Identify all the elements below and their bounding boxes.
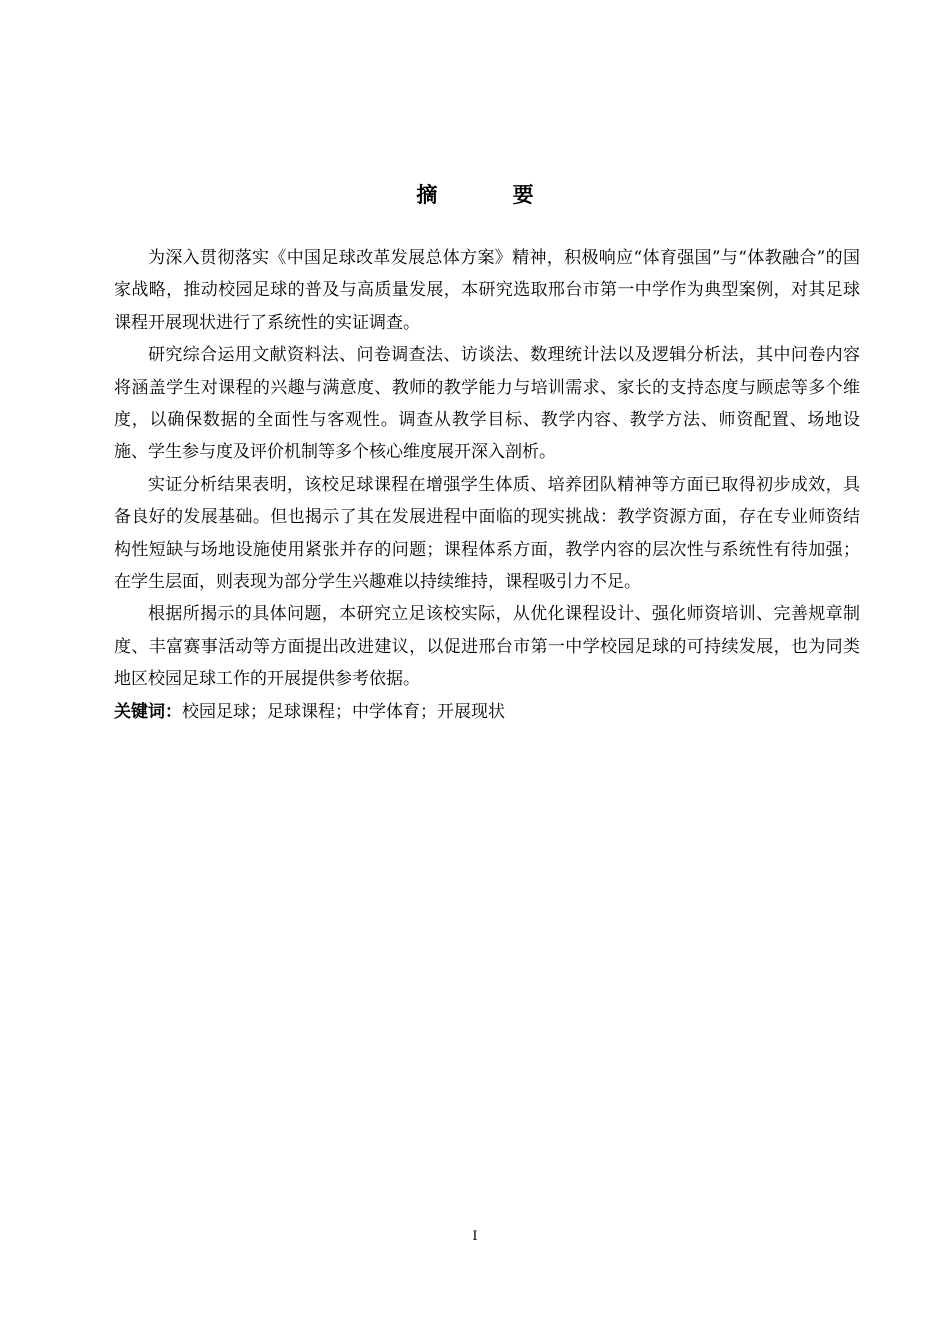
keywords-text: 校园足球；足球课程；中学体育；开展现状	[182, 701, 505, 722]
abstract-paragraph-3: 实证分析结果表明，该校足球课程在增强学生体质、培养团队精神等方面已取得初步成效，具备良好的发展基础。但也揭示了其在发展进程中面临的现实挑战：教学资源方面，存在专业师资结构性短缺与场地设施使用紧张并存的问题；课程体系方面，教学内容的层次性与系统性有待加强；在学生层面，则表现为部分学生兴趣难以持续维持，课程吸引力不足。	[114, 474, 860, 593]
page-number: I	[472, 1229, 478, 1244]
abstract-paragraph-1: 为深入贯彻落实《中国足球改革发展总体方案》精神，积极响应“体育强国”与“体教融合”的国家战略，推动校园足球的普及与高质量发展，本研究选取邢台市第一中学作为典型案例，对其足球课程开展现状进行了系统性的实证调查。	[114, 248, 860, 333]
abstract-body	[114, 242, 860, 728]
abstract-paragraph-4: 根据所揭示的具体问题，本研究立足该校实际，从优化课程设计、强化师资培训、完善规章制度、丰富赛事活动等方面提出改进建议，以促进邢台市第一中学校园足球的可持续发展，也为同类地区校园足球工作的开展提供参考依据。	[114, 604, 860, 690]
abstract-paragraph-2: 研究综合运用文献资料法、问卷调查法、访谈法、数理统计法以及逻辑分析法，其中问卷内容将涵盖学生对课程的兴趣与满意度、教师的教学能力与培训需求、家长的支持态度与顾虑等多个维度，以确保数据的全面性与客观性。调查从教学目标、教学内容、教学方法、师资配置、场地设施、学生参与度及评价机制等多个核心维度展开深入剖析。	[114, 345, 860, 463]
keywords-line	[114, 696, 860, 728]
keywords-label: 关键词：	[114, 701, 182, 722]
abstract-title: 摘 要	[416, 183, 568, 207]
